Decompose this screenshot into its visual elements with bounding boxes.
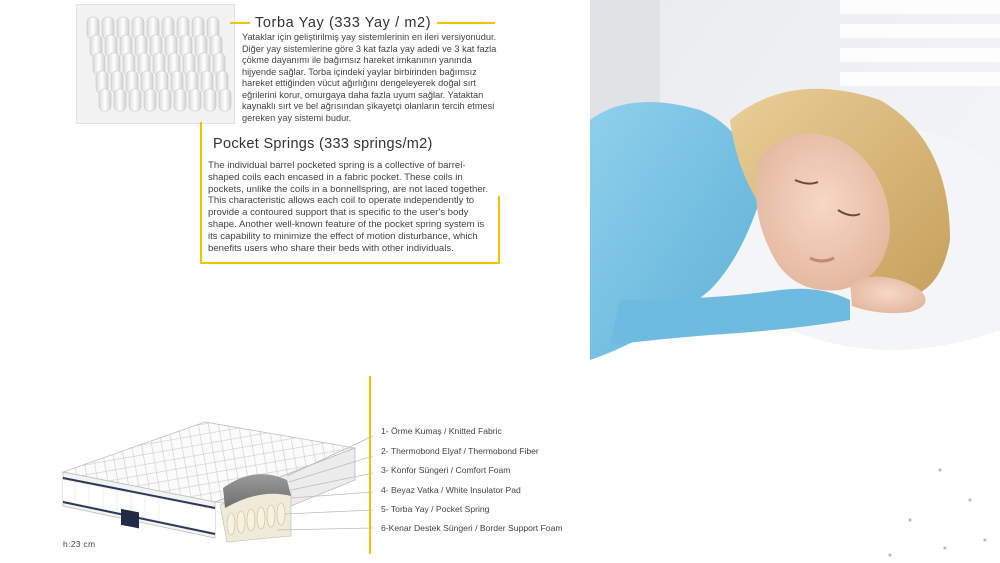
accent-line xyxy=(230,22,250,24)
english-title: Pocket Springs (333 springs/m2) xyxy=(213,136,433,152)
frame-line-horizontal xyxy=(200,262,500,264)
layer-label-5: 5- Torba Yay / Pocket Spring xyxy=(381,504,490,514)
layer-label-2: 2- Thermobond Elyaf / Thermobond Fiber xyxy=(381,446,539,456)
pocket-spring-photo xyxy=(76,4,235,124)
layer-label-3: 3- Konfor Süngeri / Comfort Foam xyxy=(381,465,511,475)
frame-line-right xyxy=(498,196,500,264)
layer-label-6: 6-Kenar Destek Süngeri / Border Support Foam xyxy=(381,523,563,533)
turkish-paragraph: Yataklar için geliştirilmiş yay sistemlerinin en ileri versiyonudur. Diğer yay sistemlerine göre 3 kat fazla yay adedi ve 3 kat fazla çökme dayanımı ile bağımsız hareket imkanının yanında hijyende sağlar. Torba içindeki yaylar birbirinden bağımsız hareket ettiğinden vücut ağırlığını dengeleyerek doğal sırt eğrilerini korur, omurgaya daha fazla uyum sağlar. Yataktan kaynaklı sırt ve bel ağrısından şikayetçi olanların tercih etmesi gereken yay sistemi budur. xyxy=(242,32,497,123)
turkish-title xyxy=(230,12,500,34)
layer-label-1: 1- Örme Kumaş / Knitted Fabric xyxy=(381,426,502,436)
turkish-title-text: Torba Yay (333 Yay / m2) xyxy=(255,15,432,31)
layer-label-4: 4- Beyaz Vatka / White Insulator Pad xyxy=(381,485,521,495)
mattress-cutaway-illustration xyxy=(55,410,385,555)
frame-line-vertical xyxy=(200,122,202,264)
height-note: h:23 cm xyxy=(63,539,96,549)
accent-line xyxy=(437,22,495,24)
english-paragraph: The individual barrel pocketed spring is a collective of barrel-shaped coils each encased in a fabric pocket. These coils in pockets, unlike the coils in a bonnellspring, are not laced together. This characteristic allows each coil to operate independently to provide a contoured support that is specific to the user's body shape. Another well-known feature of the pocket spring system is its capability to minimize the effect of motion disturbance, which benefits users who share their beds with other individuals. xyxy=(208,160,488,254)
sleeping-woman-photo xyxy=(590,0,1000,563)
